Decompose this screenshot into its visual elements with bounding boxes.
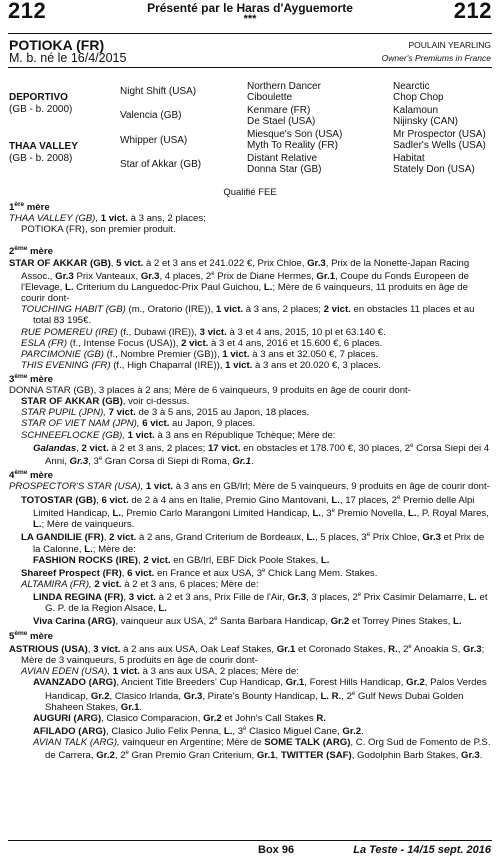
record-line: THIS EVENING (FR) (f., High Chaparral (IRE)), 1 vict. à 3 ans et 20.020 €, 3 places. <box>21 359 381 371</box>
pedigree-g3-2: Chop Chop <box>393 92 444 103</box>
record-line: STAR OF VIET NAM (JPN), 6 vict. au Japon, 9 places. <box>21 418 256 430</box>
record-line: AVIAN EDEN (USA), 1 vict. à 3 ans aux USA, 2 places; Mère de: <box>21 666 299 678</box>
pedigree-g3-5: Mr Prospector (USA) <box>393 129 486 140</box>
sale-category: POULAIN YEARLING <box>408 40 491 50</box>
record-line: LINDA REGINA (FR), 3 vict. à 2 et 3 ans, Prix Fille de l'Air, Gr.3, 3 places, 2e Prix Casimir Delamarre, L. et G. P. de la Region Alsace, L. <box>33 592 488 615</box>
record-line: FASHION ROCKS (IRE), 2 vict. en GB/Irl, EBF Dick Poole Stakes, L. <box>33 554 330 566</box>
record-line: AUGURI (ARG), Clasico Comparacion, Gr.2 et John's Call Stakes R. <box>33 712 326 724</box>
lot-number-left: 212 <box>8 0 47 23</box>
record-line: SCHNEEFLOCKE (GB), 1 vict. à 3 ans en République Tchèque; Mère de: <box>21 429 336 441</box>
pedigree-sire-info: (GB - b. 2000) <box>9 104 73 115</box>
pedigree-g3-6: Sadler's Wells (USA) <box>393 140 486 151</box>
bottom-rule <box>8 840 492 841</box>
record-line: STAR OF AKKAR (GB), 5 vict. à 2 et 3 ans et 241.022 €, Prix Chloe, Gr.3, Prix de la Nonette-Japan Racing Assoc., Gr.3 Prix Vanteaux, Gr.3, 4 places, 2e Prix de Diane Hermes, Gr.1, Coupe du Fonds Europeen de l'Elevage, L. Criterium du Languedoc-Prix Paul Guichou, L.; Mère de 6 vainqueurs, 11 produits en âge de courir dont- <box>9 257 470 305</box>
pedigree-g2-6: Myth To Reality (FR) <box>247 140 338 151</box>
pedigree-dam: THAA VALLEY <box>9 141 78 152</box>
pedigree-g2-8: Donna Star (GB) <box>247 164 322 175</box>
pedigree-g1-3: Whipper (USA) <box>120 135 188 146</box>
produce-record <box>9 199 492 762</box>
record-line: AFILADO (ARG), Clasico Julio Felix Penna, L., 3e Clasico Miguel Cane, Gr.2. <box>33 726 364 738</box>
record-line: PROSPECTOR'S STAR (USA), 1 vict. à 3 ans en GB/Irl; Mère de 5 vainqueurs, 9 produits en âge de courir dont- <box>9 481 490 493</box>
owner-premium: Owner's Premiums in France <box>381 53 491 63</box>
pedigree-g3-1: Nearctic <box>393 81 430 92</box>
record-line: DONNA STAR (GB), 3 places à 2 ans; Mère de 6 vainqueurs, 9 produits en âge de courir dont- <box>9 385 411 397</box>
pedigree-g1-4: Star of Akkar (GB) <box>120 159 202 170</box>
pedigree-g3-8: Stately Don (USA) <box>393 164 475 175</box>
section-fourth-dam: 4ème mère <box>9 469 53 482</box>
pedigree-dam-info: (GB - b. 2008) <box>9 153 73 164</box>
section-third-dam: 3ème mère <box>9 372 53 386</box>
record-line: TOUCHING HABIT (GB) (m., Oratorio (IRE)), 1 vict. à 3 ans, 2 places; 2 vict. en obstacles 11 places et au total 83 195€. <box>21 304 475 327</box>
pedigree-sire: DEPORTIVO <box>9 92 68 103</box>
section-fifth-dam: 5ème mère <box>9 629 53 642</box>
qualification-fee: Qualifié FEE <box>223 187 277 198</box>
record-line: ESLA (FR) (f., Intense Focus (USA)), 2 vict. à 3 et 4 ans, 2016 et 15.600 €, 6 places. <box>21 337 383 349</box>
pedigree-g3-4: Nijinsky (CAN) <box>393 116 458 127</box>
record-line: AVANZADO (ARG), Ancient Title Breeders' Cup Handicap, Gr.1, Forest Hills Handicap, Gr.2, Palos Verdes Handicap, Gr.2, Clasico Irlanda, Gr.3, Pirate's Bounty Handicap, L. R., 2e Gulf News Dubai Golden Shaheen Stakes, Gr.1. <box>33 677 487 713</box>
pedigree-g3-7: Habitat <box>393 153 425 164</box>
section-first-dam: 1ère mère <box>9 201 50 214</box>
pedigree-g2-1: Northern Dancer <box>247 81 321 92</box>
record-line: LA GANDILIE (FR), 2 vict. à 2 ans, Grand Criterium de Bordeaux, L., 5 places, 3e Prix Chloe, Gr.3 et Prix de la Calonne, L.; Mère de: <box>21 532 485 555</box>
pedigree-g1-1: Night Shift (USA) <box>120 86 197 97</box>
record-line: AVIAN TALK (ARG), vainqueur en Argentine; Mère de SOME TALK (ARG), C. Org Sud de Fomento de P.S. de Carrera, Gr.2, 2e Gran Premio Gran Criterium, Gr.1, TWITTER (SAF), Godolphin Barb Stakes, Gr.3. <box>33 737 491 762</box>
record-line: STAR PUPIL (JPN), 7 vict. de 3 à 5 ans, 2015 au Japon, 18 places. <box>21 407 310 419</box>
pedigree-g2-2: Ciboulette <box>247 92 293 103</box>
pedigree-g2-5: Miesque's Son (USA) <box>247 129 343 140</box>
record-line: STAR OF AKKAR (GB), voir ci-dessus. <box>21 396 190 408</box>
record-line: POTIOKA (FR), son premier produit. <box>21 224 176 236</box>
record-line: TOTOSTAR (GB), 6 vict. de 2 à 4 ans en Italie, Premio Gino Mantovani, L., 17 places, 2e Premio delle Alpi Limited Handicap, L., Premio Carlo Marangoni Limited Handicap, L., 3e Premio Novella, L., P. Royal Mares, L.; Mère de vainqueurs. <box>21 494 489 531</box>
pedigree-rule <box>8 67 492 68</box>
presenter-line: Présenté par le Haras d'Ayguemorte <box>147 1 353 15</box>
record-line: Viva Carina (ARG), vainqueur aux USA, 2e Santa Barbara Handicap, Gr.2 et Torrey Pines Stakes, L. <box>33 616 462 628</box>
section-second-dam: 2ème mère <box>9 245 53 258</box>
record-line: THAA VALLEY (GB), 1 vict. à 3 ans, 2 places; <box>9 213 206 225</box>
record-line: Shareef Prospect (FR), 6 vict. en France et aux USA, 3e Chick Lang Mem. Stakes. <box>21 567 378 579</box>
stars: *** <box>243 13 257 25</box>
pedigree-g2-7: Distant Relative <box>247 153 318 164</box>
pedigree-g2-4: De Stael (USA) <box>247 116 316 127</box>
pedigree-g3-3: Kalamoun <box>393 105 439 116</box>
record-line: Galandas, 2 vict. à 2 et 3 ans, 2 places; 17 vict. en obstacles et 178.700 €, 30 places, 2e Corsa Siepi dei 4 Anni, Gr.3, 3e Gran Corsa di Siepi di Roma, Gr.1. <box>33 442 490 468</box>
top-rule <box>8 33 492 34</box>
record-line: PARCIMONIE (GB) (f., Nombre Premier (GB)), 1 vict. à 3 ans et 32.050 €, 7 places. <box>21 348 379 360</box>
record-line: ASTRIOUS (USA), 3 vict. à 2 ans aux USA, Oak Leaf Stakes, Gr.1 et Coronado Stakes, R., 2e Anoakia S, Gr.3; Mère de 3 vainqueurs, 5 produits en âge de courir dont- <box>9 644 485 667</box>
horse-description: M. b. né le 16/4/2015 <box>9 51 127 65</box>
pedigree-g1-2: Valencia (GB) <box>120 110 182 121</box>
pedigree-g2-3: Kenmare (FR) <box>247 105 311 116</box>
box-number: Box 96 <box>258 844 295 856</box>
sale-venue: La Teste - 14/15 sept. 2016 <box>353 844 491 856</box>
horse-name: POTIOKA (FR) <box>9 37 105 53</box>
lot-number-right: 212 <box>453 0 492 23</box>
record-line: ALTAMIRA (FR), 2 vict. à 2 et 3 ans, 6 places; Mère de: <box>21 578 259 590</box>
record-line: RUE POMEREU (IRE) (f., Dubawi (IRE)), 3 vict. à 3 et 4 ans, 2015, 10 pl et 63.140 €. <box>21 326 386 338</box>
